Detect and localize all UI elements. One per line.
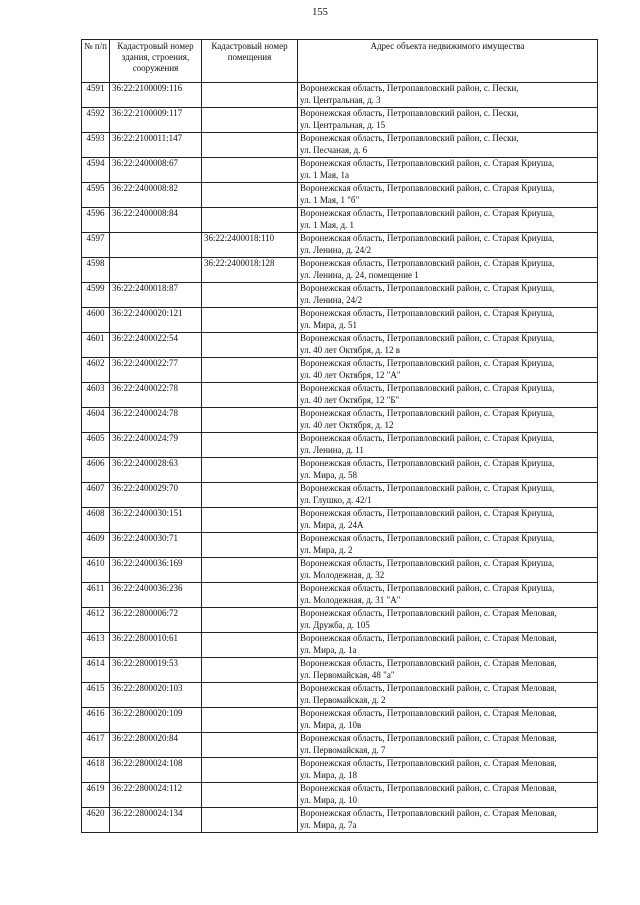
address-line-2: ул. Мира, д. 18 (300, 769, 357, 780)
address-cell (298, 233, 598, 258)
building-cadastral-number: 36:22:2800024:134 (110, 808, 202, 833)
building-cadastral-number: 36:22:2800024:112 (110, 783, 202, 808)
premises-cadastral-number (202, 708, 298, 733)
address-line-1: Воронежская область, Петропавловский район, с. Пески, (300, 83, 519, 93)
address-cell (298, 583, 598, 608)
address-line-2: ул. Мира, д. 2 (300, 544, 353, 555)
table-row (82, 808, 598, 833)
address-cell (298, 183, 598, 208)
row-number: 4607 (82, 483, 110, 508)
address-line-1: Воронежская область, Петропавловский район, с. Старая Меловая, (300, 708, 557, 718)
table-row (82, 783, 598, 808)
address-line-2: ул. Первомайская, д. 2 (300, 694, 386, 705)
address-line-1: Воронежская область, Петропавловский район, с. Старая Криуша, (300, 558, 555, 568)
address-line-1: Воронежская область, Петропавловский район, с. Старая Криуша, (300, 408, 555, 418)
building-cadastral-number: 36:22:2800019:53 (110, 658, 202, 683)
table-row (82, 533, 598, 558)
address-cell (298, 208, 598, 233)
row-number: 4600 (82, 308, 110, 333)
address-cell (298, 683, 598, 708)
row-number: 4597 (82, 233, 110, 258)
premises-cadastral-number: 36:22:2400018:110 (202, 233, 298, 258)
row-number: 4603 (82, 383, 110, 408)
premises-cadastral-number (202, 683, 298, 708)
building-cadastral-number: 36:22:2400029:70 (110, 483, 202, 508)
address-line-2: ул. Первомайская, 48 "а" (300, 669, 395, 680)
building-cadastral-number: 36:22:2800020:109 (110, 708, 202, 733)
address-line-1: Воронежская область, Петропавловский район, с. Старая Меловая, (300, 758, 557, 768)
address-line-1: Воронежская область, Петропавловский район, с. Старая Криуша, (300, 433, 555, 443)
address-line-1: Воронежская область, Петропавловский район, с. Старая Криуша, (300, 208, 555, 218)
table-row (82, 408, 598, 433)
address-line-2: ул. Глушко, д. 42/1 (300, 494, 372, 505)
address-line-2: ул. 40 лет Октября, 12 "А" (300, 369, 401, 380)
building-cadastral-number: 36:22:2100009:116 (110, 83, 202, 108)
address-line-1: Воронежская область, Петропавловский район, с. Старая Криуша, (300, 233, 555, 243)
address-cell (298, 608, 598, 633)
building-cadastral-number: 36:22:2400008:84 (110, 208, 202, 233)
building-cadastral-number: 36:22:2400036:236 (110, 583, 202, 608)
address-cell (298, 333, 598, 358)
building-cadastral-number: 36:22:2400022:54 (110, 333, 202, 358)
address-line-1: Воронежская область, Петропавловский район, с. Старая Криуша, (300, 258, 555, 268)
row-number: 4591 (82, 83, 110, 108)
premises-cadastral-number (202, 158, 298, 183)
premises-cadastral-number (202, 408, 298, 433)
table-row (82, 558, 598, 583)
premises-cadastral-number: 36:22:2400018:128 (202, 258, 298, 283)
table-row (82, 358, 598, 383)
address-line-2: ул. Центральная, д. 3 (300, 94, 381, 105)
row-number: 4598 (82, 258, 110, 283)
address-line-2: ул. Мира, д. 7а (300, 819, 357, 830)
row-number: 4608 (82, 508, 110, 533)
premises-cadastral-number (202, 608, 298, 633)
premises-cadastral-number (202, 433, 298, 458)
premises-cadastral-number (202, 308, 298, 333)
row-number: 4599 (82, 283, 110, 308)
address-cell (298, 658, 598, 683)
table-row (82, 658, 598, 683)
address-line-1: Воронежская область, Петропавловский район, с. Старая Криуша, (300, 583, 555, 593)
row-number: 4620 (82, 808, 110, 833)
address-cell (298, 83, 598, 108)
premises-cadastral-number (202, 633, 298, 658)
row-number: 4619 (82, 783, 110, 808)
address-line-2: ул. 1 Мая, д. 1 (300, 219, 355, 230)
premises-cadastral-number (202, 783, 298, 808)
address-line-1: Воронежская область, Петропавловский район, с. Старая Криуша, (300, 183, 555, 193)
address-line-2: ул. Ленина, д. 24, помещение 1 (300, 269, 419, 280)
address-line-2: ул. Мира, д. 24А (300, 519, 364, 530)
address-line-2: ул. Мира, д. 1а (300, 644, 357, 655)
premises-cadastral-number (202, 133, 298, 158)
address-line-2: ул. 40 лет Октября, 12 "Б" (300, 394, 400, 405)
row-number: 4592 (82, 108, 110, 133)
address-line-2: ул. 40 лет Октября, д. 12 (300, 419, 394, 430)
address-cell (298, 108, 598, 133)
premises-cadastral-number (202, 508, 298, 533)
address-cell (298, 408, 598, 433)
table-row (82, 758, 598, 783)
building-cadastral-number: 36:22:2400022:77 (110, 358, 202, 383)
building-cadastral-number: 36:22:2400020:121 (110, 308, 202, 333)
row-number: 4615 (82, 683, 110, 708)
address-line-2: ул. Песчаная, д. 6 (300, 144, 368, 155)
row-number: 4617 (82, 733, 110, 758)
table-row (82, 133, 598, 158)
address-line-1: Воронежская область, Петропавловский район, с. Старая Криуша, (300, 158, 555, 168)
row-number: 4596 (82, 208, 110, 233)
header-row-number: № п/п (82, 40, 110, 83)
row-number: 4610 (82, 558, 110, 583)
address-line-1: Воронежская область, Петропавловский район, с. Старая Криуша, (300, 333, 555, 343)
row-number: 4593 (82, 133, 110, 158)
address-line-1: Воронежская область, Петропавловский район, с. Пески, (300, 133, 519, 143)
address-line-2: ул. Ленина, д. 11 (300, 444, 364, 455)
building-cadastral-number: 36:22:2400028:63 (110, 458, 202, 483)
building-cadastral-number (110, 258, 202, 283)
building-cadastral-number: 36:22:2400008:82 (110, 183, 202, 208)
table-row (82, 733, 598, 758)
address-cell (298, 508, 598, 533)
address-cell (298, 283, 598, 308)
row-number: 4613 (82, 633, 110, 658)
premises-cadastral-number (202, 808, 298, 833)
address-line-1: Воронежская область, Петропавловский район, с. Старая Криуша, (300, 283, 555, 293)
premises-cadastral-number (202, 458, 298, 483)
building-cadastral-number: 36:22:2800010:61 (110, 633, 202, 658)
row-number: 4616 (82, 708, 110, 733)
address-cell (298, 358, 598, 383)
address-line-1: Воронежская область, Петропавловский район, с. Старая Меловая, (300, 783, 557, 793)
row-number: 4618 (82, 758, 110, 783)
address-cell (298, 708, 598, 733)
table-row (82, 258, 598, 283)
building-cadastral-number: 36:22:2400030:71 (110, 533, 202, 558)
address-line-2: ул. 1 Мая, 1 "б" (300, 194, 360, 205)
premises-cadastral-number (202, 283, 298, 308)
premises-cadastral-number (202, 758, 298, 783)
table-body (82, 83, 598, 833)
row-number: 4604 (82, 408, 110, 433)
building-cadastral-number: 36:22:2400008:67 (110, 158, 202, 183)
row-number: 4594 (82, 158, 110, 183)
address-line-1: Воронежская область, Петропавловский район, с. Старая Меловая, (300, 733, 557, 743)
header-premises-cadastral-number: Кадастровый номер помещения (202, 40, 298, 83)
table-row (82, 283, 598, 308)
row-number: 4614 (82, 658, 110, 683)
address-cell (298, 758, 598, 783)
premises-cadastral-number (202, 333, 298, 358)
address-cell (298, 433, 598, 458)
address-line-1: Воронежская область, Петропавловский район, с. Старая Криуша, (300, 458, 555, 468)
premises-cadastral-number (202, 383, 298, 408)
address-line-2: ул. Центральная, д. 15 (300, 119, 386, 130)
premises-cadastral-number (202, 358, 298, 383)
building-cadastral-number: 36:22:2400024:78 (110, 408, 202, 433)
building-cadastral-number: 36:22:2400030:151 (110, 508, 202, 533)
premises-cadastral-number (202, 533, 298, 558)
address-line-2: ул. Мира, д. 10в (300, 719, 362, 730)
table-row (82, 158, 598, 183)
premises-cadastral-number (202, 658, 298, 683)
building-cadastral-number: 36:22:2400036:169 (110, 558, 202, 583)
building-cadastral-number (110, 233, 202, 258)
table-row (82, 458, 598, 483)
table-row (82, 308, 598, 333)
address-line-1: Воронежская область, Петропавловский район, с. Старая Криуша, (300, 308, 555, 318)
address-line-1: Воронежская область, Петропавловский район, с. Старая Криуша, (300, 533, 555, 543)
table-row (82, 633, 598, 658)
row-number: 4606 (82, 458, 110, 483)
address-line-2: ул. Дружба, д. 105 (300, 619, 370, 630)
table-row (82, 508, 598, 533)
building-cadastral-number: 36:22:2800020:103 (110, 683, 202, 708)
address-cell (298, 808, 598, 833)
address-line-2: ул. Молодежная, д. 32 (300, 569, 385, 580)
address-line-2: ул. Мира, д. 51 (300, 319, 357, 330)
address-line-2: ул. Мира, д. 58 (300, 469, 357, 480)
address-cell (298, 458, 598, 483)
address-cell (298, 558, 598, 583)
building-cadastral-number: 36:22:2800006:72 (110, 608, 202, 633)
address-line-1: Воронежская область, Петропавловский район, с. Старая Криуша, (300, 383, 555, 393)
table-row (82, 233, 598, 258)
premises-cadastral-number (202, 83, 298, 108)
row-number: 4601 (82, 333, 110, 358)
table-header-row (82, 40, 598, 83)
row-number: 4612 (82, 608, 110, 633)
premises-cadastral-number (202, 558, 298, 583)
premises-cadastral-number (202, 733, 298, 758)
address-line-1: Воронежская область, Петропавловский район, с. Старая Криуша, (300, 508, 555, 518)
address-line-1: Воронежская область, Петропавловский район, с. Старая Криуша, (300, 358, 555, 368)
address-line-1: Воронежская область, Петропавловский район, с. Старая Меловая, (300, 633, 557, 643)
building-cadastral-number: 36:22:2800024:108 (110, 758, 202, 783)
address-cell (298, 258, 598, 283)
premises-cadastral-number (202, 583, 298, 608)
address-line-2: ул. Мира, д. 10 (300, 794, 357, 805)
header-address: Адрес объекта недвижимого имущества (298, 40, 598, 83)
building-cadastral-number: 36:22:2100011:147 (110, 133, 202, 158)
address-cell (298, 133, 598, 158)
address-line-1: Воронежская область, Петропавловский район, с. Пески, (300, 108, 519, 118)
address-line-2: ул. Первомайская, д. 7 (300, 744, 386, 755)
table-row (82, 483, 598, 508)
table-row (82, 683, 598, 708)
premises-cadastral-number (202, 183, 298, 208)
table-row (82, 433, 598, 458)
building-cadastral-number: 36:22:2400024:79 (110, 433, 202, 458)
premises-cadastral-number (202, 483, 298, 508)
table-row (82, 383, 598, 408)
row-number: 4595 (82, 183, 110, 208)
address-cell (298, 308, 598, 333)
premises-cadastral-number (202, 208, 298, 233)
address-line-1: Воронежская область, Петропавловский район, с. Старая Меловая, (300, 808, 557, 818)
table-row (82, 208, 598, 233)
address-line-2: ул. Молодежная, д. 31 "А" (300, 594, 401, 605)
row-number: 4605 (82, 433, 110, 458)
page-number: 155 (312, 7, 328, 18)
address-line-1: Воронежская область, Петропавловский район, с. Старая Меловая, (300, 608, 557, 618)
premises-cadastral-number (202, 108, 298, 133)
table-row (82, 183, 598, 208)
building-cadastral-number: 36:22:2400018:87 (110, 283, 202, 308)
address-cell (298, 733, 598, 758)
row-number: 4609 (82, 533, 110, 558)
building-cadastral-number: 36:22:2400022:78 (110, 383, 202, 408)
address-cell (298, 483, 598, 508)
address-cell (298, 158, 598, 183)
table-row (82, 583, 598, 608)
address-line-2: ул. 40 лет Октября, д. 12 в (300, 344, 401, 355)
address-cell (298, 633, 598, 658)
row-number: 4602 (82, 358, 110, 383)
building-cadastral-number: 36:22:2100009:117 (110, 108, 202, 133)
table-row (82, 608, 598, 633)
address-cell (298, 383, 598, 408)
table-row (82, 108, 598, 133)
address-line-2: ул. Ленина, 24/2 (300, 294, 363, 305)
building-cadastral-number: 36:22:2800020:84 (110, 733, 202, 758)
address-cell (298, 533, 598, 558)
table-row (82, 708, 598, 733)
table-row (82, 333, 598, 358)
row-number: 4611 (82, 583, 110, 608)
header-building-cadastral-number: Кадастровый номер здания, строения, сооружения (110, 40, 202, 83)
address-line-2: ул. 1 Мая, 1а (300, 169, 349, 180)
address-cell (298, 783, 598, 808)
address-line-1: Воронежская область, Петропавловский район, с. Старая Меловая, (300, 683, 557, 693)
address-line-1: Воронежская область, Петропавловский район, с. Старая Криуша, (300, 483, 555, 493)
property-registry-table (81, 39, 598, 833)
table-row (82, 83, 598, 108)
address-line-1: Воронежская область, Петропавловский район, с. Старая Меловая, (300, 658, 557, 668)
address-line-2: ул. Ленина, д. 24/2 (300, 244, 372, 255)
